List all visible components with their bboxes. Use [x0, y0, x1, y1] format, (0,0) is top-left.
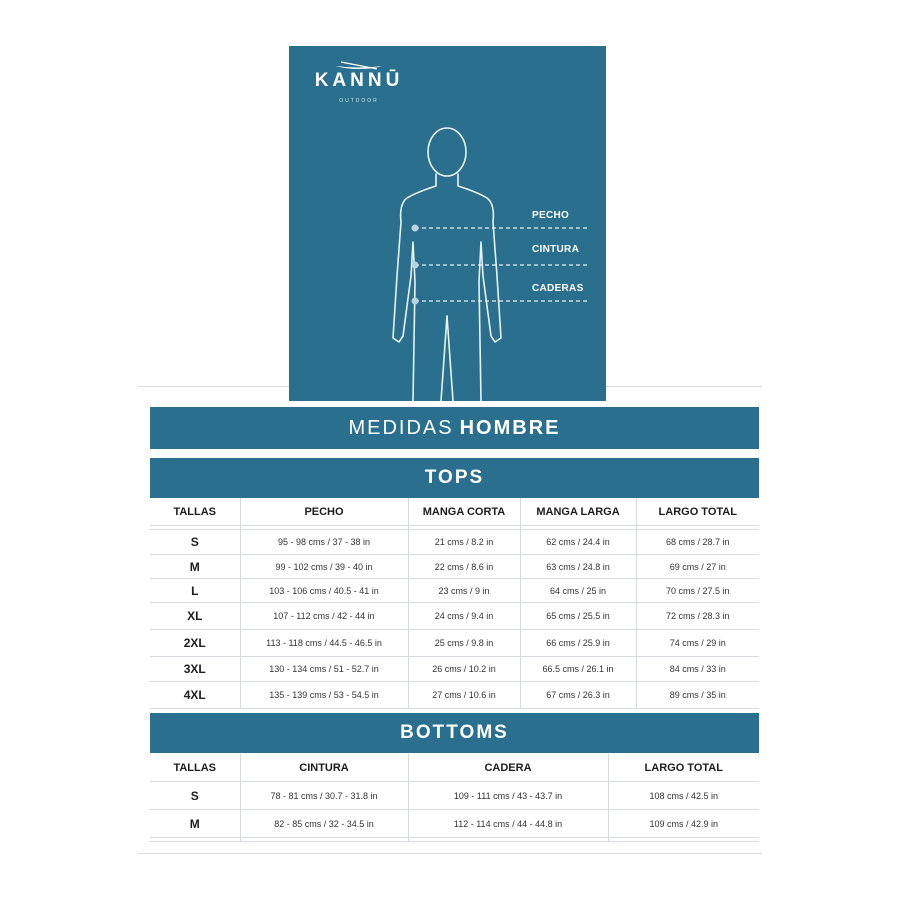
tops-header-manga-larga: MANGA LARGA	[520, 498, 636, 526]
manga-corta-cell: 27 cms / 10.6 in	[408, 682, 520, 709]
manga-larga-cell: 66 cms / 25.9 in	[520, 630, 636, 657]
manga-corta-cell: 25 cms / 9.8 in	[408, 630, 520, 657]
pecho-cell: 103 - 106 cms / 40.5 - 41 in	[240, 579, 408, 603]
cadera-cell: 112 - 114 cms / 44 - 44.8 in	[408, 810, 608, 838]
table-row	[150, 682, 759, 709]
bottoms-header-cadera: CADERA	[408, 754, 608, 782]
table-row	[150, 657, 759, 682]
largo-total-cell: 89 cms / 35 in	[636, 682, 759, 709]
table-row	[150, 530, 759, 555]
size-cell: 3XL	[150, 657, 240, 682]
size-cell: 4XL	[150, 682, 240, 709]
bottoms-size-table	[150, 754, 759, 842]
manga-larga-cell: 62 cms / 24.4 in	[520, 530, 636, 555]
pecho-cell: 135 - 139 cms / 53 - 54.5 in	[240, 682, 408, 709]
tops-header-row	[150, 498, 759, 526]
tops-header-pecho: PECHO	[240, 498, 408, 526]
table-row	[150, 630, 759, 657]
largo-total-cell: 70 cms / 27.5 in	[636, 579, 759, 603]
largo-total-cell: 109 cms / 42.9 in	[608, 810, 759, 838]
manga-corta-cell: 24 cms / 9.4 in	[408, 603, 520, 630]
brand-tagline: OUTDOOR	[339, 98, 379, 104]
pecho-cell: 130 - 134 cms / 51 - 52.7 in	[240, 657, 408, 682]
table-row	[150, 782, 759, 810]
pecho-cell: 107 - 112 cms / 42 - 44 in	[240, 603, 408, 630]
brand-name: KANNŪ	[314, 70, 404, 91]
body-diagram-poster	[289, 46, 606, 401]
manga-larga-cell: 63 cms / 24.8 in	[520, 555, 636, 579]
label-cintura: CINTURA	[532, 244, 580, 255]
table-row	[150, 555, 759, 579]
largo-total-cell: 74 cms / 29 in	[636, 630, 759, 657]
table-row	[150, 579, 759, 603]
bottoms-header-cintura: CINTURA	[240, 754, 408, 782]
manga-larga-cell: 66.5 cms / 26.1 in	[520, 657, 636, 682]
largo-total-cell: 68 cms / 28.7 in	[636, 530, 759, 555]
bottoms-header-row	[150, 754, 759, 782]
manga-corta-cell: 22 cms / 8.6 in	[408, 555, 520, 579]
tops-header-largo-total: LARGO TOTAL	[636, 498, 759, 526]
tops-heading-bar	[150, 458, 759, 498]
bottoms-header-largo-total: LARGO TOTAL	[608, 754, 759, 782]
tops-heading: TOPS	[424, 467, 485, 488]
manga-corta-cell: 23 cms / 9 in	[408, 579, 520, 603]
cintura-cell: 78 - 81 cms / 30.7 - 31.8 in	[240, 782, 408, 810]
pecho-cell: 99 - 102 cms / 39 - 40 in	[240, 555, 408, 579]
page-title-bold: HOMBRE	[459, 416, 561, 439]
size-cell: 2XL	[150, 630, 240, 657]
bottoms-heading-bar	[150, 713, 759, 753]
bottoms-heading: BOTTOMS	[400, 722, 509, 743]
largo-total-cell: 72 cms / 28.3 in	[636, 603, 759, 630]
pecho-cell: 95 - 98 cms / 37 - 38 in	[240, 530, 408, 555]
size-cell: M	[150, 810, 240, 838]
tops-header-manga-corta: MANGA CORTA	[408, 498, 520, 526]
bottoms-header-tallas: TALLAS	[150, 754, 240, 782]
largo-total-cell: 69 cms / 27 in	[636, 555, 759, 579]
page-title-bar	[150, 407, 759, 449]
bottom-divider	[138, 853, 762, 854]
tops-size-table	[150, 498, 759, 709]
cintura-cell: 82 - 85 cms / 32 - 34.5 in	[240, 810, 408, 838]
size-cell: S	[150, 530, 240, 555]
largo-total-cell: 108 cms / 42.5 in	[608, 782, 759, 810]
size-cell: M	[150, 555, 240, 579]
tops-header-tallas: TALLAS	[150, 498, 240, 526]
pecho-cell: 113 - 118 cms / 44.5 - 46.5 in	[240, 630, 408, 657]
label-caderas: CADERAS	[532, 283, 584, 294]
cadera-cell: 109 - 111 cms / 43 - 43.7 in	[408, 782, 608, 810]
label-pecho: PECHO	[532, 210, 570, 221]
largo-total-cell: 84 cms / 33 in	[636, 657, 759, 682]
manga-larga-cell: 65 cms / 25.5 in	[520, 603, 636, 630]
manga-corta-cell: 26 cms / 10.2 in	[408, 657, 520, 682]
page-title-light: MEDIDAS	[348, 416, 454, 439]
man-silhouette-icon	[289, 46, 606, 401]
manga-larga-cell: 64 cms / 25 in	[520, 579, 636, 603]
manga-larga-cell: 67 cms / 26.3 in	[520, 682, 636, 709]
size-cell: L	[150, 579, 240, 603]
size-cell: S	[150, 782, 240, 810]
table-row	[150, 603, 759, 630]
table-spacer	[150, 838, 759, 842]
manga-corta-cell: 21 cms / 8.2 in	[408, 530, 520, 555]
size-cell: XL	[150, 603, 240, 630]
table-row	[150, 810, 759, 838]
